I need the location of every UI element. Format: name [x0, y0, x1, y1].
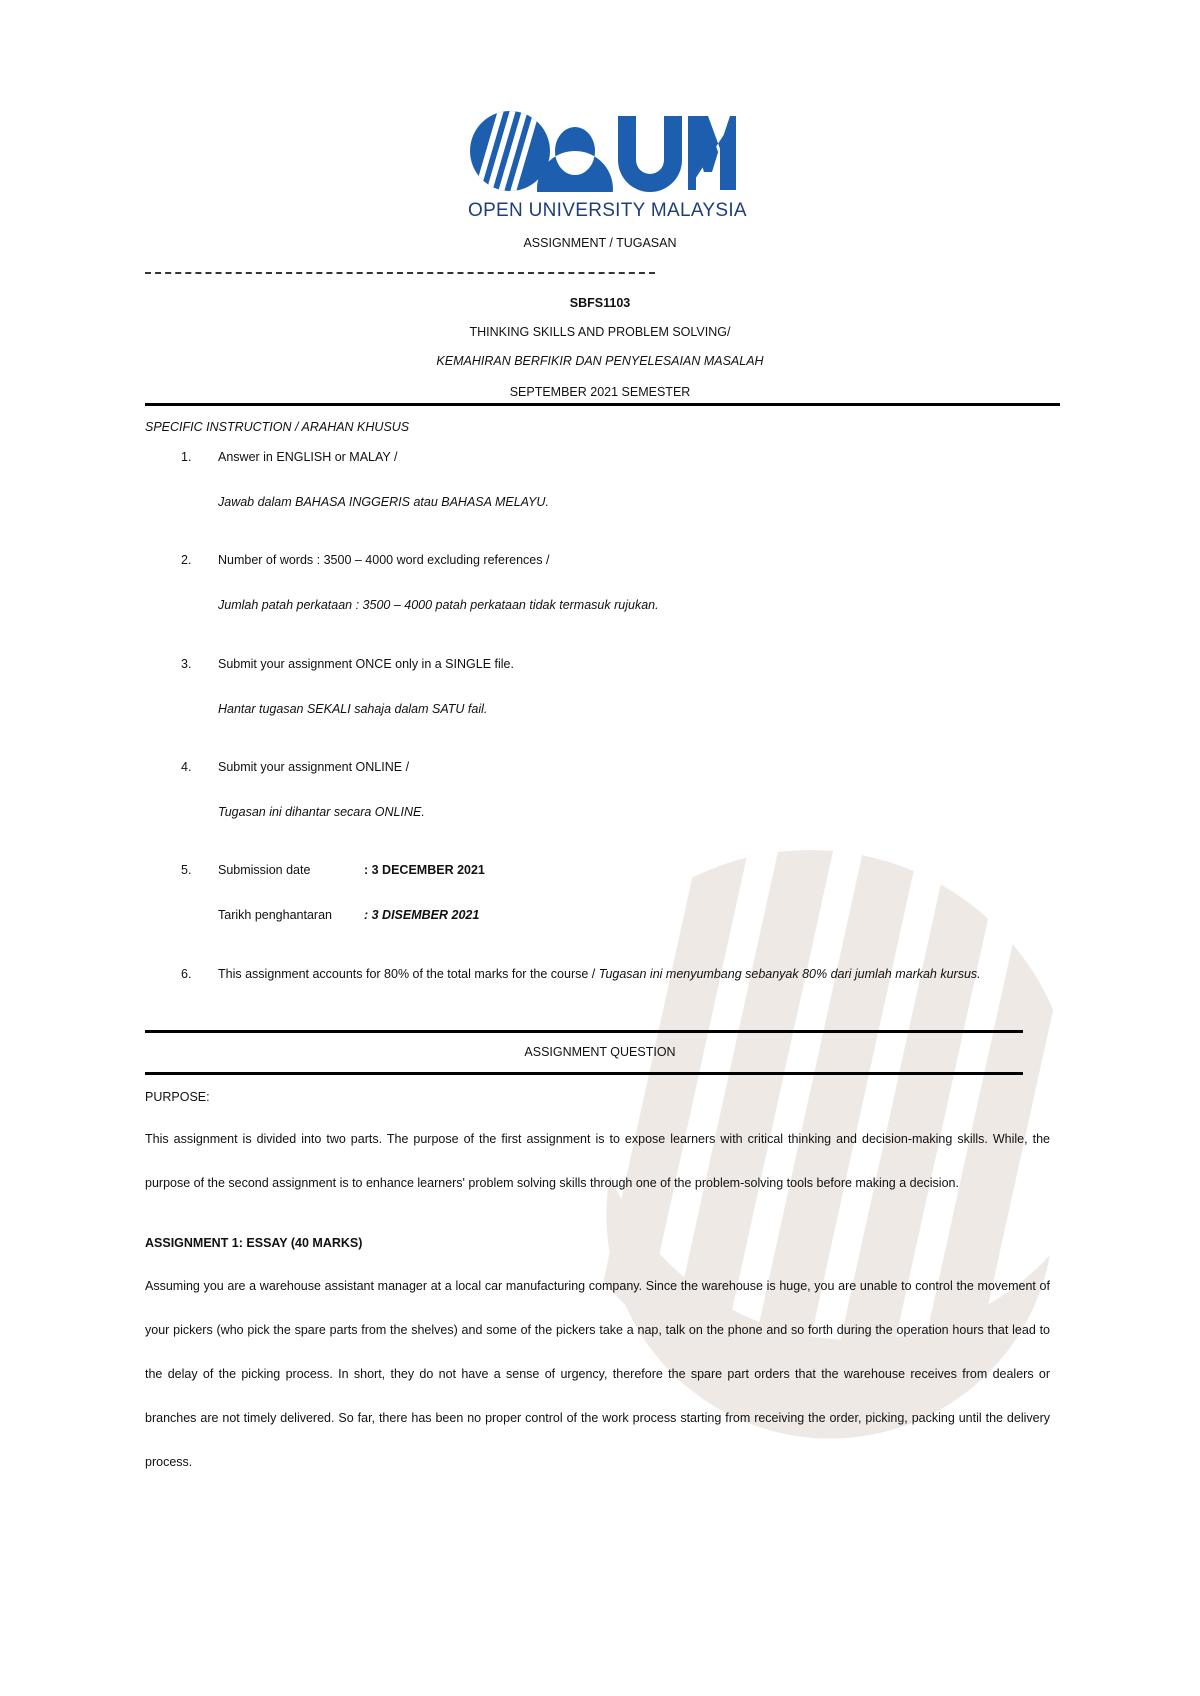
submission-label-en: Submission date: [218, 863, 311, 877]
marks-note-en: This assignment accounts for 80% of the total marks for the course /: [218, 967, 599, 981]
item-en: Number of words : 3500 – 4000 word excluding references /: [218, 553, 550, 567]
semester: SEPTEMBER 2021 SEMESTER: [509, 385, 691, 399]
part1-heading: ASSIGNMENT 1: ESSAY (40 MARKS): [145, 1236, 363, 1250]
item-en: Answer in ENGLISH or MALAY /: [218, 450, 398, 464]
submission-date-en: : 3 DECEMBER 2021: [364, 863, 485, 877]
item-en: Submit your assignment ONCE only in a SINGLE file.: [218, 657, 514, 671]
logo-lettering: [537, 116, 736, 192]
submission-date-my: : 3 DISEMBER 2021: [364, 908, 480, 922]
instructions-heading: SPECIFIC INSTRUCTION / ARAHAN KHUSUS: [145, 420, 410, 434]
item-number: 4.: [181, 760, 192, 774]
question-heading: ASSIGNMENT QUESTION: [524, 1045, 676, 1059]
submission-label-my: Tarikh penghantaran: [218, 908, 332, 922]
item-my: Hantar tugasan SEKALI sahaja dalam SATU fail.: [218, 702, 488, 716]
question-rule-bottom: [145, 1072, 1023, 1075]
logo-subtitle: OPEN UNIVERSITY MALAYSIA: [468, 200, 747, 221]
part1-text: Assuming you are a warehouse assistant manager at a local car manufacturing company. Since the warehouse is huge, you are unable to control the movement of your pickers (who pick the spare parts from the shelves) and some of the pickers take a nap, talk on the phone and so forth during the operation hours that lead to the delay of the picking process. In short, they do not have a sense of urgency, therefore the spare part orders that the warehouse receives from dealers or branches are not timely delivered. So far, there has been no proper control of the work process starting from receiving the order, picking, packing until the delivery process.: [145, 1279, 1050, 1469]
assignment-label: ASSIGNMENT / TUGASAN: [523, 236, 677, 250]
marks-note: [218, 967, 981, 981]
course-title-en: THINKING SKILLS AND PROBLEM SOLVING/: [469, 325, 731, 339]
item-number: 5.: [181, 863, 192, 877]
item-number: 1.: [181, 450, 192, 464]
course-code: SBFS1103: [569, 296, 631, 310]
item-number: 3.: [181, 657, 192, 671]
oum-logo: [468, 110, 747, 225]
item-number: 6.: [181, 967, 192, 981]
item-en: Submit your assignment ONLINE /: [218, 760, 410, 774]
item-my: Jawab dalam BAHASA INGGERIS atau BAHASA MELAYU.: [218, 495, 549, 509]
oum-logo-mark: [468, 110, 738, 192]
item-my: Tugasan ini dihantar secara ONLINE.: [218, 805, 425, 819]
purpose-label: PURPOSE:: [145, 1090, 210, 1104]
item-number: 2.: [181, 553, 192, 567]
course-title-my: KEMAHIRAN BERFIKIR DAN PENYELESAIAN MASALAH: [436, 354, 764, 368]
item-my: Jumlah patah perkataan : 3500 – 4000 patah perkataan tidak termasuk rujukan.: [218, 598, 659, 612]
question-rule-top: [145, 1030, 1023, 1033]
marks-note-my: Tugasan ini menyumbang sebanyak 80% dari jumlah markah kursus.: [598, 967, 981, 981]
dashed-divider: [145, 272, 655, 274]
header-rule: [145, 403, 1060, 406]
purpose-text: This assignment is divided into two parts. The purpose of the first assignment is to expose learners with critical thinking and decision-making skills. While, the purpose of the second assignment is to enhance learners' problem solving skills through one of the problem-solving tools before making a decision.: [145, 1132, 1050, 1190]
